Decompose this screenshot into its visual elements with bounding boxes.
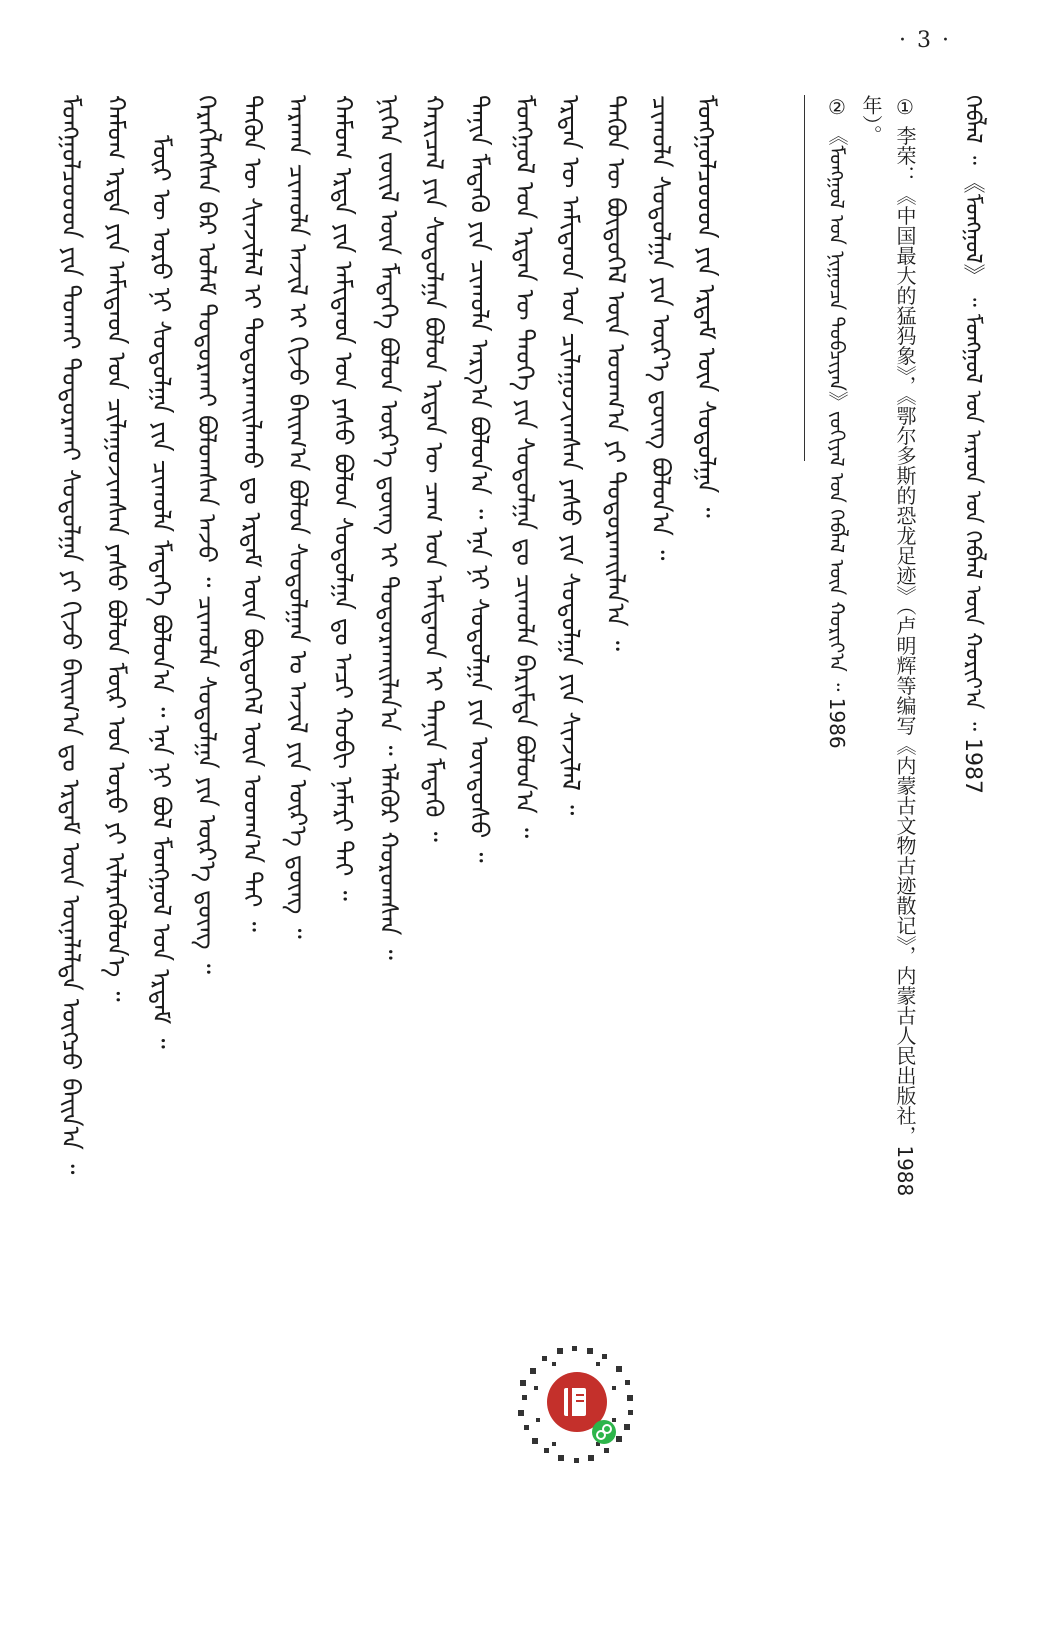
page-number: · 3 ·: [899, 28, 951, 53]
body-column: ᠬᠠᠮᠤᠭ ᠡᠷᠲᠡ ᠶᠢᠨ ᠠᠮᠢᠲᠠᠳ ᠤᠨ ᠶᠠᠰᠤ ᠪᠣᠯᠣᠨ ᠰᠣᠳᠣᠯᠭᠠ ᠳᠤ ᠠᠴᠢ ᠬᠤᠪᠢ ᠨᠡᠮᠡᠷᠢ ᠲᠡᠢ ᠃: [328, 95, 358, 901]
body-column: ᠨᠢᠭᠡᠨ ᠵᠦᠢᠯ ᠦᠨ ᠮᠡᠳᠡᠭᠡ ᠪᠣᠯᠤᠨ ᠦᠷ᠎ᠡ ᠳ᠋ᠦᠩ ᠢ ᠲᠣᠳᠣᠷᠬᠠᠢᠯᠠᠨ᠎ᠠ ᠃ ᠡᠯᠡᠭᠦᠷ ᠬᠣᠷᠣᠭᠰᠠᠨ ᠃: [374, 95, 404, 960]
qr-code-icon[interactable]: [512, 1340, 642, 1470]
body-column: ᠮᠥᠷ ᠦ ᠣᠷᠣ ᠨᠢ ᠰᠣᠳᠣᠯᠭᠠ ᠶᠢᠨ ᠴᠢᠬᠤᠯᠠ ᠮᠡᠳᠡᠭᠡ ᠪᠣᠯᠤᠨ᠎ᠠ ᠃ ᠡᠨᠡ ᠨᠢ ᠪᠣᠯ ᠮᠣᠩᠭᠣᠯ ᠤᠨ ᠡᠷᠳᠡᠮ ᠃: [147, 135, 177, 1049]
footnote-1-continuation: 年）。: [859, 95, 883, 145]
body-column: ᠲᠡᠭᠦᠨ ᠦ ᠪᠦᠲᠦᠭᠡᠯ ᠦᠨ ᠤᠳᠬ᠎ᠠ ᠶᠢ ᠲᠣᠳᠣᠷᠬᠠᠢᠯᠠᠨ᠎ᠠ ᠃: [601, 95, 631, 651]
body-column: ᠬᠡᠷᠡᠭᠯᠡᠭᠰᠡᠨ ᠪᠠᠷ ᠤᠯᠠᠮ ᠲᠣᠳᠣᠷᠬᠠᠢ ᠪᠣᠯᠤᠭᠰᠠᠨ ᠠᠵᠤ ᠃ ᠴᠢᠬᠤᠯᠠ ᠰᠣᠳᠣᠯᠭᠠ ᠶᠢᠨ ᠦᠷ᠎ᠡ ᠳ᠋ᠦᠩ ᠃: [192, 95, 222, 974]
body-column: ᠲᠡᠭᠦᠨ ᠦ ᠰᠢᠨᠵᠢᠯᠡᠯ ᠢ ᠲᠣᠳᠣᠷᠬᠠᠢᠯᠠᠬᠤ ᠳᠤ ᠡᠷᠳᠡᠮ ᠦᠨ ᠪᠦᠲᠦᠭᠡᠯ ᠦᠨ ᠤᠳᠬ᠎ᠠ ᠲᠠᠢ ᠃: [238, 95, 268, 932]
footnote-1-text: 李荣：《中国最大的猛犸象》，《鄂尔多斯的恐龙足迹》（卢明辉等编写《内蒙古文物古迹散记》，内蒙古人民出版社，1988: [893, 125, 917, 1197]
publication-note: ᠬᠡᠪᠯᠡᠯ ᠃ 《ᠮᠣᠩᠭᠣᠯ》 ᠃ ᠮᠣᠩᠭᠣᠯ ᠤᠨ ᠠᠷᠠᠳ ᠤᠨ ᠬᠡᠪᠯᠡᠯ ᠦᠨ ᠬᠣᠷᠢᠶ᠎ᠠ ᠃ 1987: [960, 95, 985, 794]
footnote-2-text: 《ᠮᠣᠩᠭᠣᠯ ᠤᠨ ᠨᠢᠭᠤᠴᠠ ᠲᠣᠪᠴᠢᠶᠠᠨ》ᠵᠣᠬᠢᠶᠠᠯ ᠤᠨ ᠬᠡᠪᠯᠡᠯ ᠦᠨ ᠬᠣᠷᠢᠶ᠎ᠠ ᠃ 1986: [825, 125, 849, 749]
qr-code-graphic: [512, 1340, 642, 1470]
footnote-1: [888, 95, 922, 1595]
footnote-2: [820, 95, 854, 1595]
body-column: ᠲᠠᠨᠢᠨ ᠮᠡᠳᠡᠬᠦ ᠶᠢᠨ ᠴᠢᠬᠤᠯᠠ ᠠᠷᠭ᠎ᠠ ᠪᠣᠯᠤᠨ᠎ᠠ ᠃ ᠡᠨᠡ ᠨᠢ ᠰᠣᠳᠣᠯᠭᠠ ᠶᠢᠨ ᠦᠨᠳᠦᠰᠦ ᠃: [465, 95, 495, 863]
body-column: ᠬᠠᠷᠢᠴᠠᠯ ᠶᠢᠨ ᠰᠣᠳᠣᠯᠭᠠ ᠪᠣᠯᠣᠨ ᠡᠷᠲᠡᠨ ᠦ ᠴᠠᠭ ᠤᠨ ᠠᠮᠢᠲᠠᠳ ᠢ ᠲᠠᠨᠢᠨ ᠮᠡᠳᠡᠬᠦ ᠃: [419, 95, 449, 842]
body-column: ᠴᠢᠬᠤᠯᠠ ᠰᠣᠳᠣᠯᠭᠠ ᠶᠢᠨ ᠦᠷ᠎ᠡ ᠳ᠋ᠦᠩ ᠪᠣᠯᠤᠨ᠎ᠠ ᠃: [646, 95, 676, 561]
footnote-1-marker: ①: [893, 95, 917, 119]
link-icon: [592, 1420, 616, 1444]
body-column: ᠠᠷᠬᠠᠨ ᠴᠢᠬᠤᠯᠠ ᠠᠵᠢᠯ ᠢ ᠬᠢᠵᠦ ᠪᠠᠢᠭ᠎ᠠ ᠪᠣᠯᠤᠨ ᠰᠤᠳᠤᠯᠭᠠᠨ ᠤ ᠠᠵᠢᠯ ᠶᠢᠨ ᠦᠷ᠎ᠡ ᠳ᠋ᠦᠩ ᠃: [283, 95, 313, 939]
body-column: ᠡᠷᠲᠡᠨ ᠦ ᠠᠮᠢᠲᠠᠳ ᠤᠨ ᠴᠢᠯᠠᠭᠤᠵᠢᠭᠰᠠᠨ ᠶᠠᠰᠤ ᠶᠢᠨ ᠰᠣᠳᠣᠯᠭᠠ ᠶᠢᠨ ᠰᠢᠨᠵᠢᠯᠡᠯ ᠃: [555, 95, 585, 816]
footnotes: [820, 95, 960, 1595]
footnote-2-marker: ②: [825, 95, 849, 119]
body-column: ᠬᠠᠮᠤᠭ ᠡᠷᠲᠡ ᠶᠢᠨ ᠠᠮᠢᠲᠠᠳ ᠤᠨ ᠴᠢᠯᠠᠭᠤᠵᠢᠭᠰᠠᠨ ᠶᠠᠰᠤ ᠪᠣᠯᠣᠨ ᠮᠥᠷ ᠤᠨ ᠣᠷᠣ ᠶᠢ ᠢᠯᠡᠷᠡᠭᠦᠯᠦᠨ᠎ᠡ ᠃: [101, 95, 131, 1002]
body-column: ᠮᠣᠩᠭᠣᠯᠴᠤᠤᠳ ᠶᠢᠨ ᠡᠷᠳᠡᠮ ᠦᠨ ᠰᠣᠳᠣᠯᠭᠠ ᠃: [692, 95, 722, 518]
body-column: ᠮᠣᠩᠭᠣᠯ ᠤᠨ ᠡᠷᠲᠡᠨ ᠦ ᠲᠡᠦᠬᠡ ᠶᠢᠨ ᠰᠣᠳᠣᠯᠭᠠ ᠳᠤ ᠴᠢᠬᠤᠯᠠ ᠪᠠᠷᠢᠮᠲᠠ ᠪᠣᠯᠤᠨ᠎ᠠ ᠃: [510, 95, 540, 839]
body-text: [48, 95, 808, 1595]
body-column: ᠮᠣᠩᠭᠣᠯᠴᠤᠤᠳ ᠶᠢᠨ ᠲᠤᠬᠠᠢ ᠲᠣᠳᠣᠷᠬᠠᠢ ᠰᠣᠳᠣᠯᠭᠠ ᠶᠢ ᠬᠢᠵᠦ ᠪᠠᠢᠭ᠎ᠠ ᠳᠤ ᠡᠷᠳᠡᠮ ᠦᠨ ᠦᠨᠡᠯᠡᠯᠲᠡ ᠥᠭᠴᠦ ᠪᠠᠢᠨ᠎ᠠ ᠃: [56, 95, 86, 1175]
